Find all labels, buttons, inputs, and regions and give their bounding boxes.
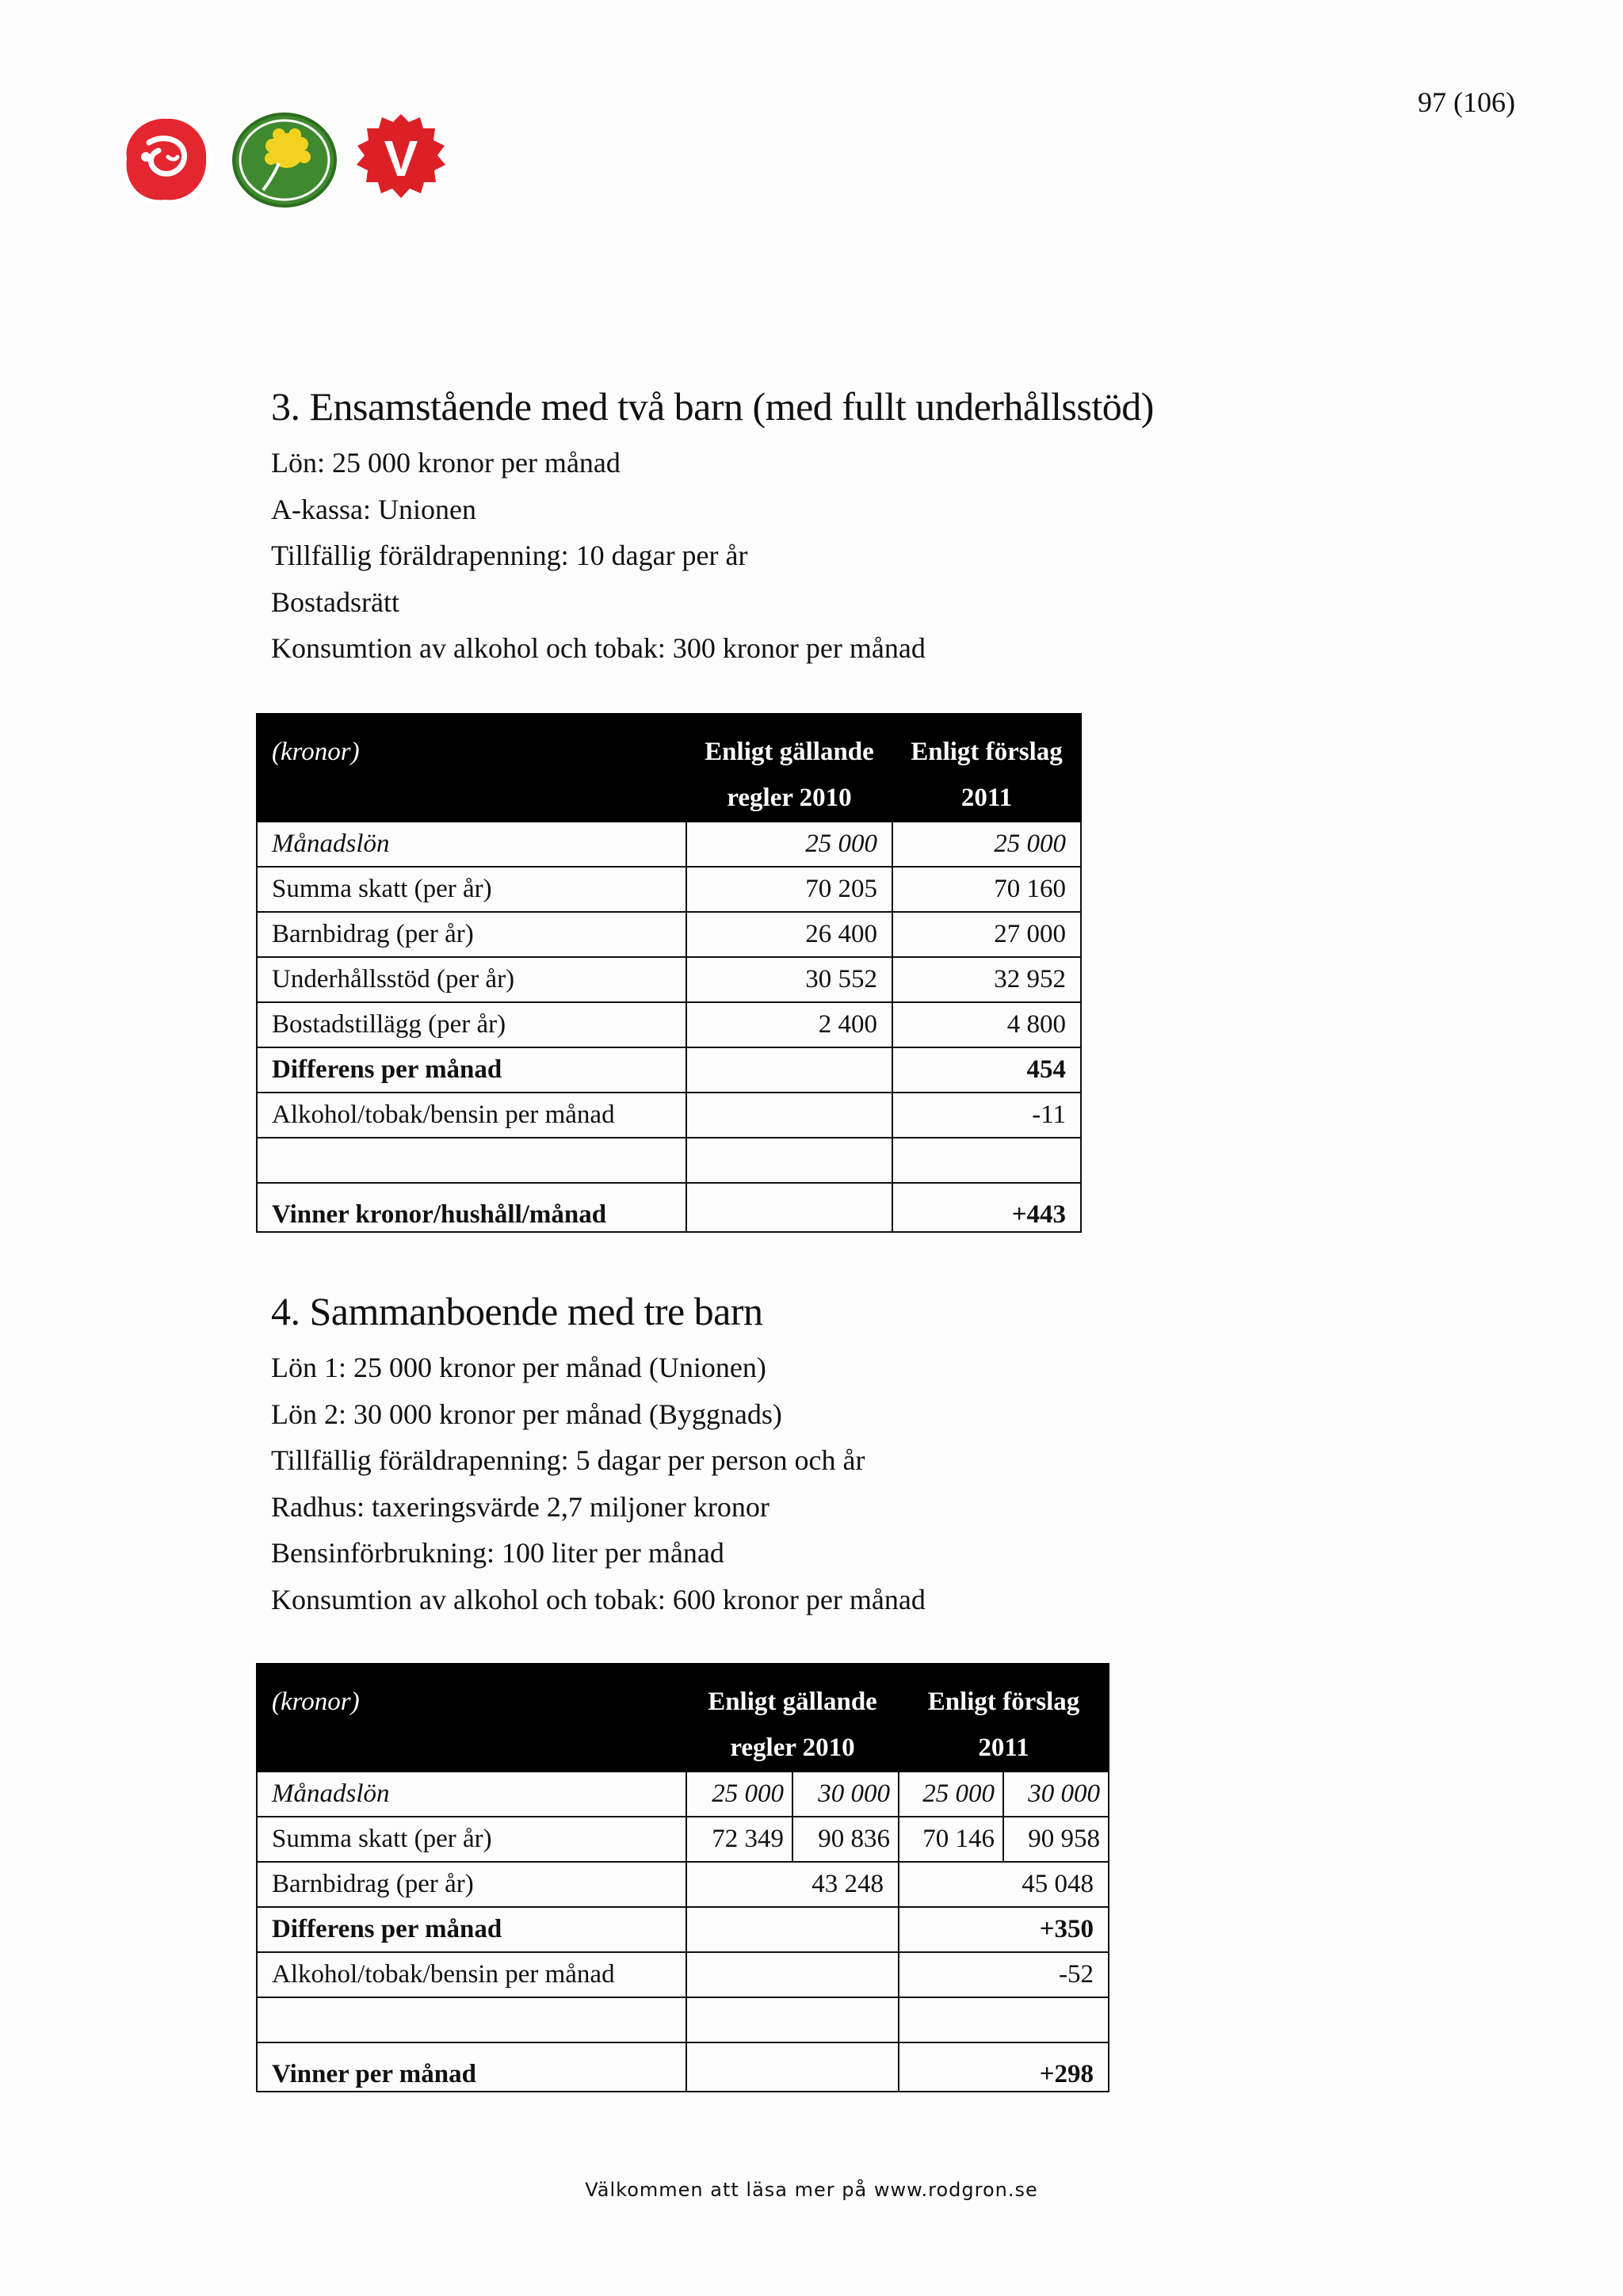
- info-item: Lön 2: 30 000 kronor per månad (Byggnads): [271, 1398, 782, 1430]
- table-row: Barnbidrag (per år) 43 248 45 048: [257, 1862, 1109, 1907]
- info-item: Tillfällig föräldrapenning: 10 dagar per år: [271, 540, 748, 571]
- table-row: Differens per månad +350: [257, 1907, 1109, 1952]
- info-item: Konsumtion av alkohol och tobak: 300 kronor per månad: [271, 632, 926, 664]
- section4-table: [256, 1663, 1109, 2092]
- col-header-2010: Enligt gällande regler 2010: [686, 1664, 899, 1772]
- footer-text: Välkommen att läsa mer på www.rodgron.se: [585, 2179, 1038, 2201]
- info-item: Bostadsrätt: [271, 585, 399, 618]
- section3-heading: 3. Ensamstående med två barn (med fullt underhållsstöd): [271, 384, 1154, 429]
- col-header-2010: Enligt gällande regler 2010: [686, 714, 892, 822]
- col-header-2011: Enligt förslag 2011: [892, 714, 1081, 822]
- unit-header: (kronor): [257, 1664, 686, 1772]
- table-row: Vinner per månad +298: [257, 2042, 1109, 2092]
- table-row: Månadslön 25 000 25 000: [257, 822, 1081, 867]
- info-item: Radhus: taxeringsvärde 2,7 miljoner kronor: [271, 1490, 769, 1523]
- table-row: Månadslön 25 000 30 000 25 000 30 000: [257, 1772, 1109, 1817]
- col-header-2011: Enligt förslag 2011: [899, 1664, 1109, 1772]
- v-letter: V: [384, 130, 418, 187]
- table-row: Summa skatt (per år) 70 205 70 160: [257, 867, 1081, 912]
- info-item: Lön: 25 000 kronor per månad: [271, 447, 621, 479]
- table-row: Alkohol/tobak/bensin per månad -11: [257, 1093, 1081, 1138]
- section3-table: [256, 713, 1082, 1233]
- table-row: Summa skatt (per år) 72 349 90 836 70 146 90 958: [257, 1817, 1109, 1862]
- page-number: 97 (106): [1418, 86, 1515, 118]
- table-row: [257, 1997, 1109, 2042]
- socialdemokraterna-rose-logo: [117, 111, 216, 209]
- table-row: Underhållsstöd (per år) 30 552 32 952: [257, 957, 1081, 1002]
- table-row: Differens per månad 454: [257, 1047, 1081, 1093]
- section4-info-list: [271, 1344, 926, 1623]
- vansterpartiet-v-logo: [353, 111, 449, 209]
- table-row: Vinner kronor/hushåll/månad +443: [257, 1183, 1081, 1232]
- info-item: Lön 1: 25 000 kronor per månad (Unionen): [271, 1352, 766, 1383]
- section4-heading: 4. Sammanboende med tre barn: [271, 1289, 763, 1333]
- miljopartiet-dandelion-logo: [231, 111, 338, 209]
- party-logos: [117, 111, 449, 209]
- table-header-row: [257, 714, 1081, 822]
- info-item: Bensinförbrukning: 100 liter per månad: [271, 1537, 724, 1569]
- table-header-row: [257, 1664, 1109, 1772]
- section3-info-list: [271, 440, 926, 672]
- table-row: Barnbidrag (per år) 26 400 27 000: [257, 912, 1081, 957]
- table-row: [257, 1138, 1081, 1183]
- info-item: A-kassa: Unionen: [271, 493, 476, 525]
- info-item: Konsumtion av alkohol och tobak: 600 kronor per månad: [271, 1583, 926, 1615]
- info-item: Tillfällig föräldrapenning: 5 dagar per person och år: [271, 1444, 865, 1476]
- table-row: Bostadstillägg (per år) 2 400 4 800: [257, 1002, 1081, 1047]
- unit-header: (kronor): [257, 714, 686, 822]
- table-row: Alkohol/tobak/bensin per månad -52: [257, 1952, 1109, 1997]
